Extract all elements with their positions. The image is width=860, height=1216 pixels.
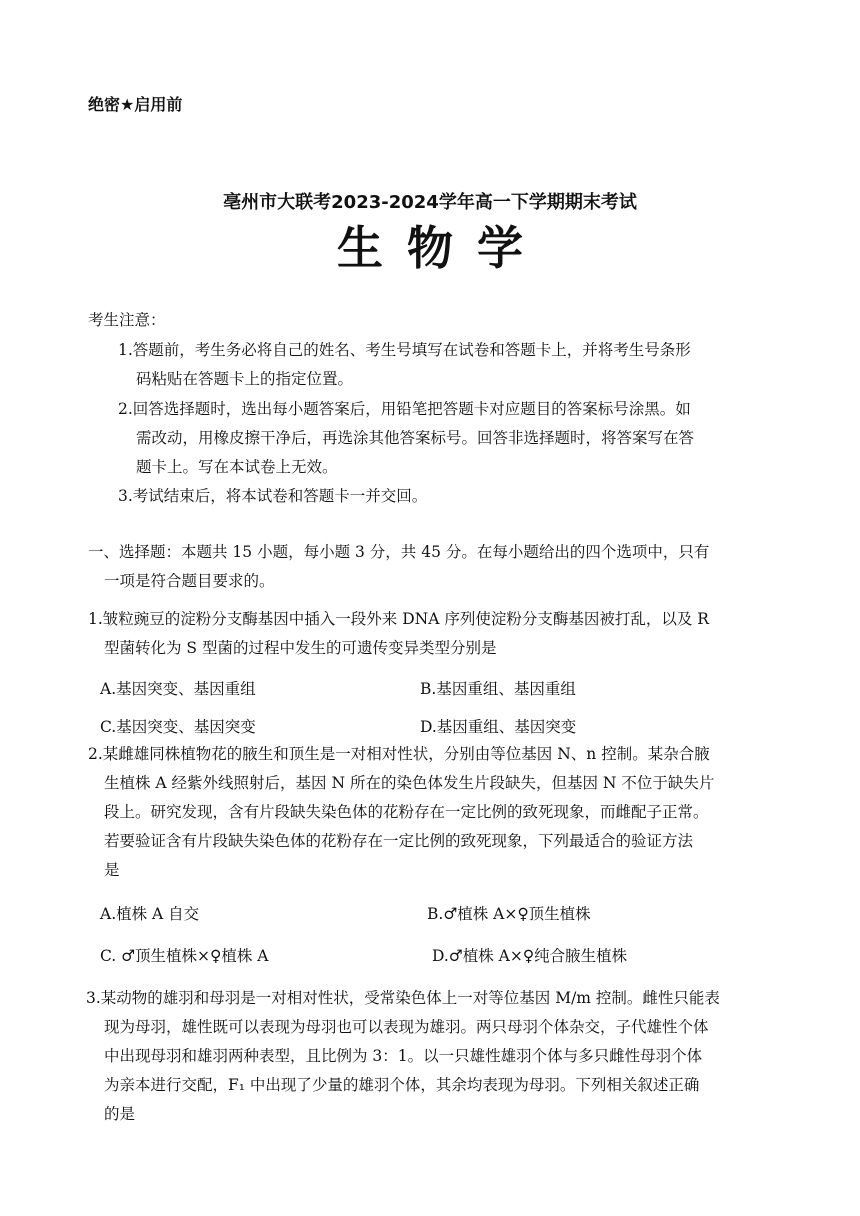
subject-title: 生物学	[337, 221, 547, 275]
question-1-option-d: D.基因重组、基因突变	[420, 718, 577, 736]
question-1-line-1: 1.皱粒豌豆的淀粉分支酶基因中插入一段外来 DNA 序列使淀粉分支酶基因被打乱，以及 R	[88, 610, 709, 628]
question-2-option-c: C. ♂顶生植株×♀植株 A	[100, 947, 269, 965]
question-1-option-c: C.基因突变、基因突变	[100, 718, 256, 736]
notice-item-1-line-1: 1.答题前，考生务必将自己的姓名、考生号填写在试卷和答题卡上，并将考生号条形	[118, 341, 691, 359]
section-heading-line-2: 一项是符合题目要求的。	[104, 572, 275, 590]
exam-title: 亳州市大联考2023-2024学年高一下学期期末考试	[223, 192, 637, 213]
question-1-option-b: B.基因重组、基因重组	[420, 680, 576, 698]
question-2-line-4: 若要验证含有片段缺失染色体的花粉存在一定比例的致死现象，下列最适合的验证方法	[104, 832, 694, 850]
question-1-line-2: 型菌转化为 S 型菌的过程中发生的可遗传变异类型分别是	[104, 639, 497, 657]
question-2-line-5: 是	[104, 861, 120, 879]
notice-item-1-line-2: 码粘贴在答题卡上的指定位置。	[136, 370, 354, 388]
question-2-line-2: 生植株 A 经紫外线照射后，基因 N 所在的染色体发生片段缺失，但基因 N 不位于缺失片	[104, 774, 715, 792]
question-3-line-5: 的是	[104, 1105, 136, 1123]
notice-item-2-line-1: 2.回答选择题时，选出每小题答案后，用铅笔把答题卡对应题目的答案标号涂黑。如	[118, 400, 691, 418]
question-3-line-3: 中出现母羽和雄羽两种表型，且比例为 3：1。以一只雄性雄羽个体与多只雌性母羽个体	[104, 1047, 703, 1065]
section-heading-line-1: 一、选择题：本题共 15 小题，每小题 3 分，共 45 分。在每小题给出的四个选项中，只有	[88, 543, 710, 561]
question-3-line-1: 3.某动物的雄羽和母羽是一对相对性状，受常染色体上一对等位基因 M/m 控制。雌性只能表	[86, 989, 720, 1007]
question-2-option-d: D.♂植株 A×♀纯合腋生植株	[432, 947, 628, 965]
question-2-option-a: A.植株 A 自交	[100, 905, 200, 923]
question-2-line-3: 段上。研究发现，含有片段缺失染色体的花粉存在一定比例的致死现象，而雌配子正常。	[104, 803, 709, 821]
notice-heading: 考生注意：	[88, 311, 166, 329]
question-1-option-a: A.基因突变、基因重组	[100, 680, 256, 698]
notice-item-2-line-3: 题卡上。写在本试卷上无效。	[136, 458, 338, 476]
classified-label: 绝密★启用前	[88, 95, 183, 114]
question-2-option-b: B.♂植株 A×♀顶生植株	[427, 905, 591, 923]
question-3-line-2: 现为母羽，雄性既可以表现为母羽也可以表现为雄羽。两只母羽个体杂交，子代雄性个体	[104, 1018, 709, 1036]
question-2-line-1: 2.某雌雄同株植物花的腋生和顶生是一对相对性状，分别由等位基因 N、n 控制。某杂合腋	[88, 745, 710, 763]
question-3-line-4: 为亲本进行交配，F₁ 中出现了少量的雄羽个体，其余均表现为母羽。下列相关叙述正确	[104, 1076, 700, 1094]
notice-item-2-line-2: 需改动，用橡皮擦干净后，再选涂其他答案标号。回答非选择题时，将答案写在答	[136, 429, 695, 447]
notice-item-3-line-1: 3.考试结束后，将本试卷和答题卡一并交回。	[118, 487, 428, 505]
